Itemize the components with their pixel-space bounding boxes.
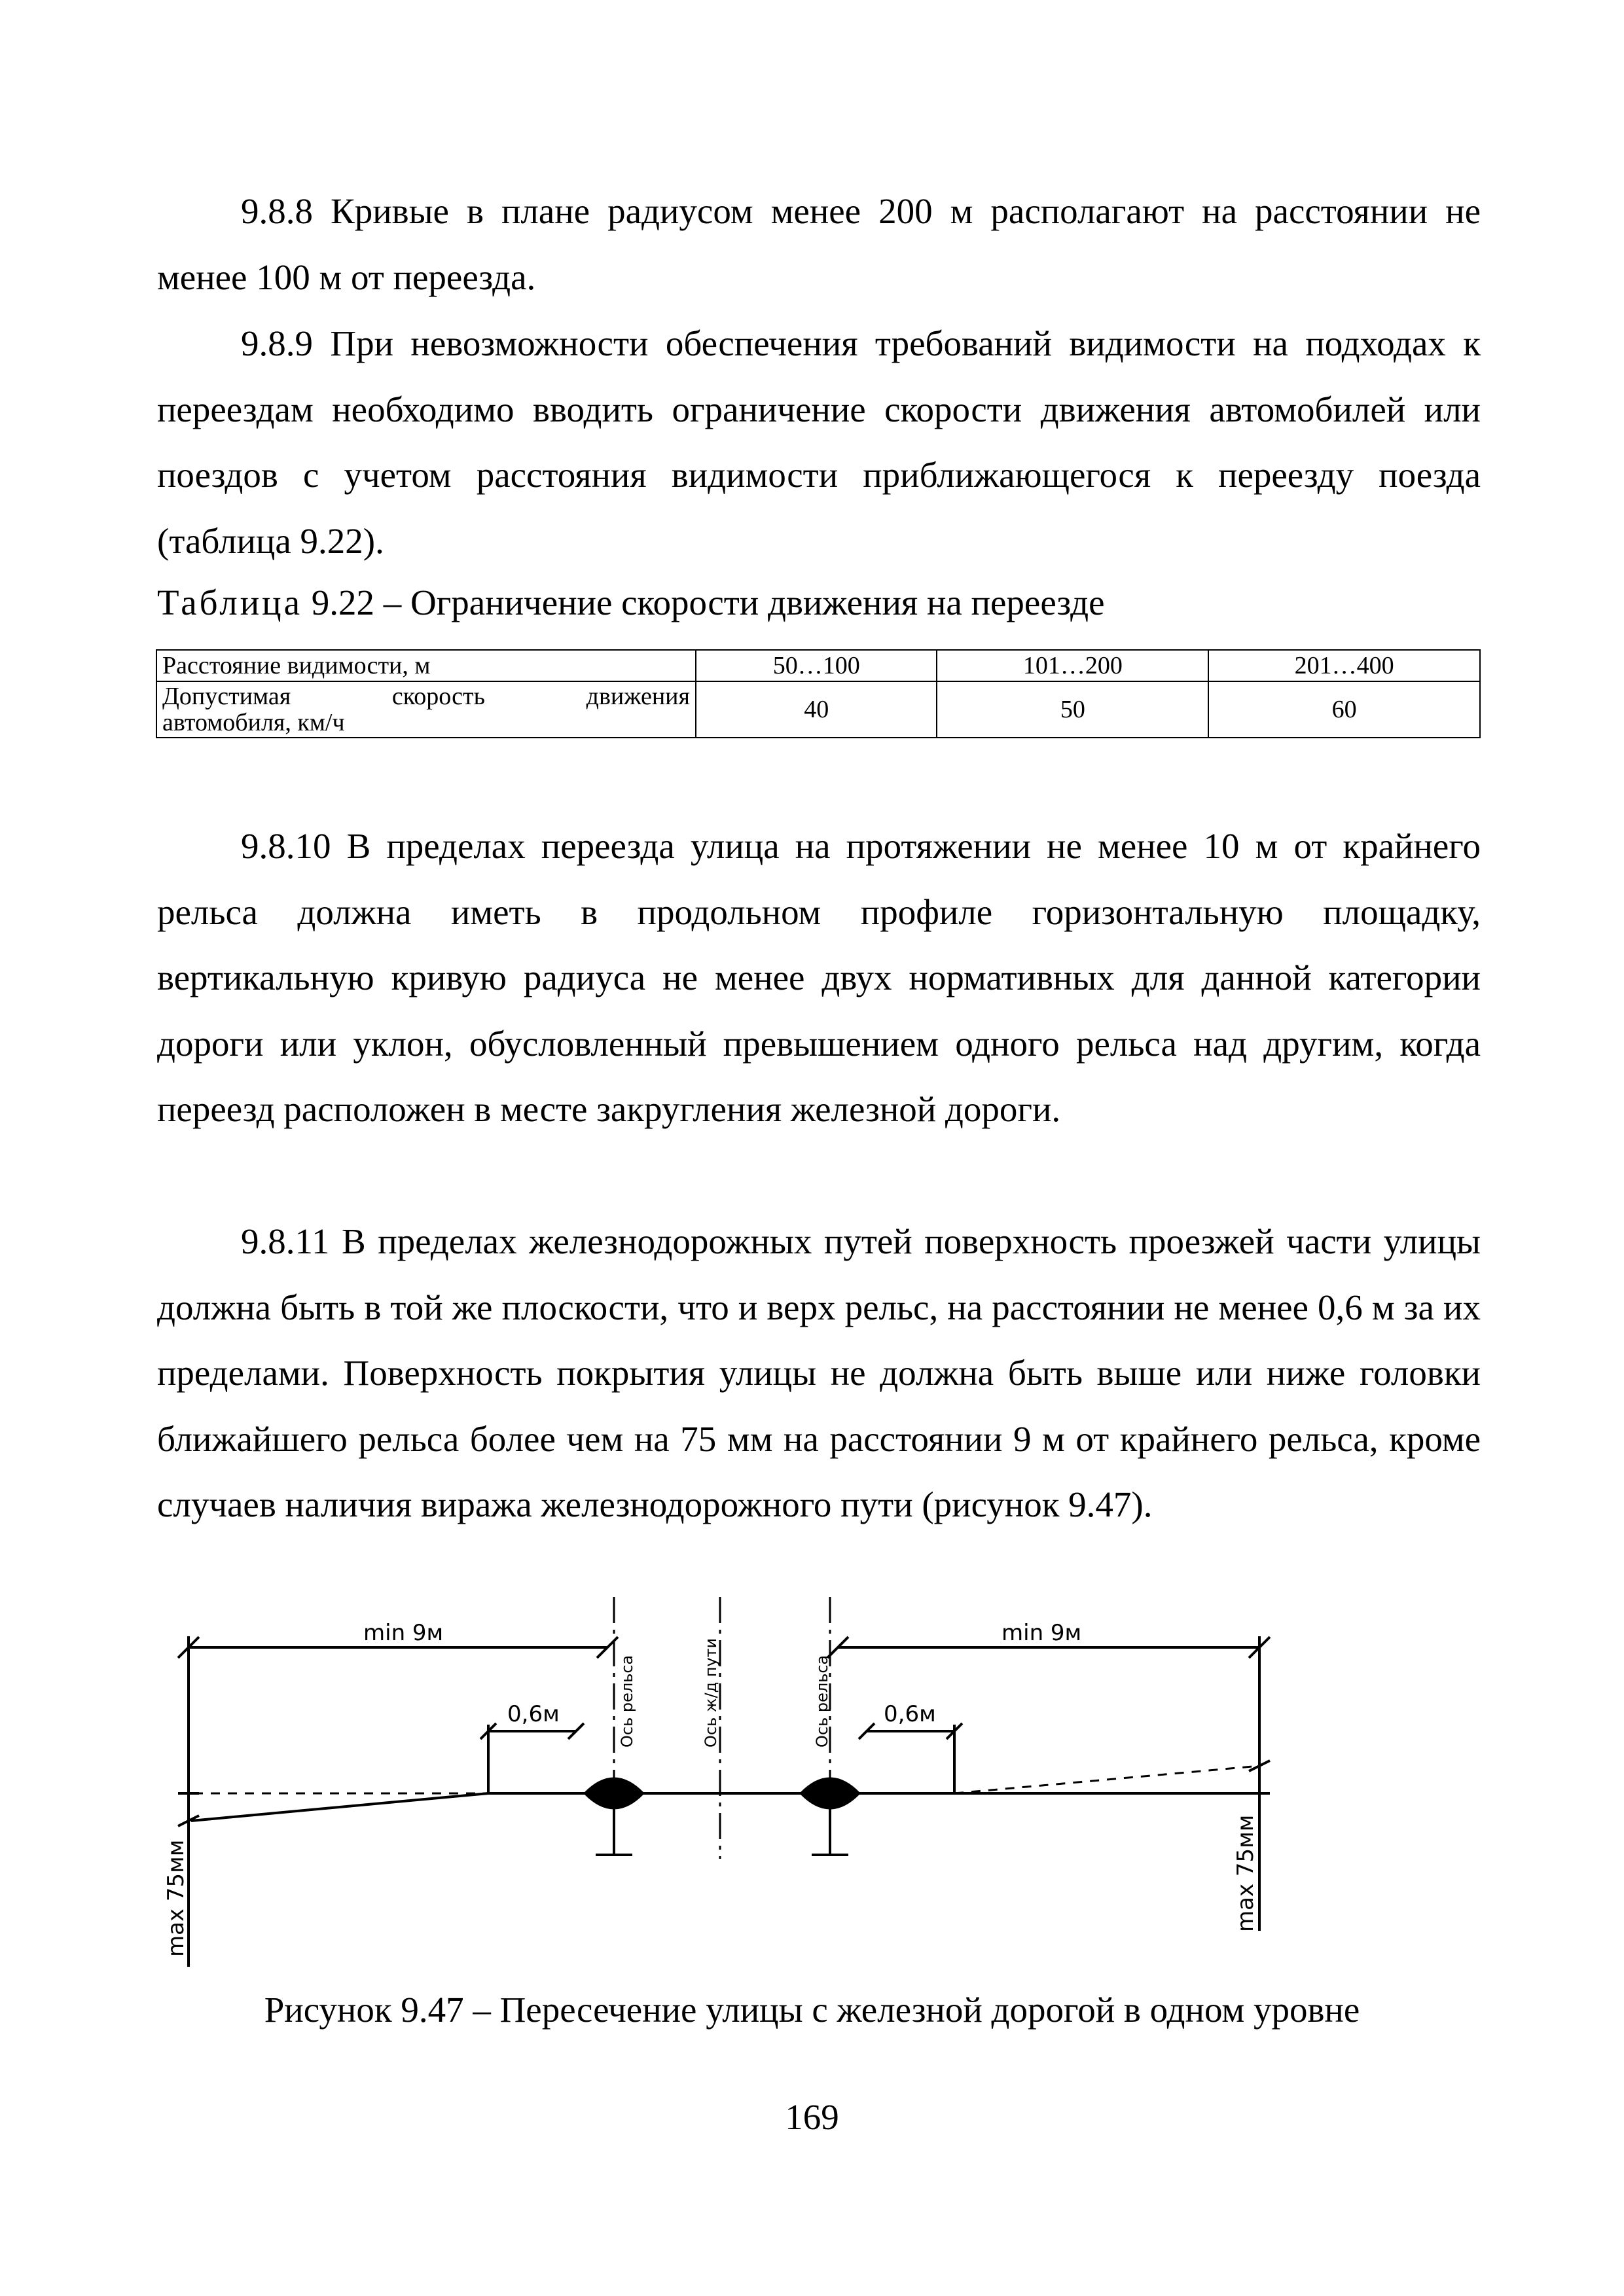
right-min-label: min 9м xyxy=(1001,1620,1082,1646)
table-cell-speed-label xyxy=(156,681,696,738)
table-cell: 201…400 xyxy=(1208,650,1480,681)
page-number: 169 xyxy=(785,2097,839,2137)
left-min-label: min 9м xyxy=(363,1620,444,1646)
speed-limit-table xyxy=(156,649,1481,738)
table-cell: 101…200 xyxy=(937,650,1208,681)
right-rail-head xyxy=(801,1779,859,1808)
paragraph-9-8-11: 9.8.11 В пределах железнодорожных путей поверхность проезжей части улицы должна быть в той же плоскости, что и верх рельс, на расстоянии не менее 0,6 м за их пределами. Поверхность покрытия улицы не должна быть выше или ниже головки ближайшего рельса более чем на 75 мм на расстоянии 9 м от крайнего рельса, кроме случаев наличия виража железнодорожного пути (рисунок 9.47). xyxy=(157,1221,1481,1524)
left-rail-axis-label: Ось рельса xyxy=(618,1655,636,1748)
table-cell: 50 xyxy=(937,681,1208,738)
table-caption xyxy=(157,580,1105,626)
paragraph-9-8-10: 9.8.10 В пределах переезда улица на протяжении не менее 10 м от крайнего рельса должна иметь в продольном профиле горизонтальную площадку, вертикальную кривую радиуса не менее двух нормативных для данной категории дороги или уклон, обусловленный превышением одного рельса над другим, когда переезд расположен в месте закругления железной дороги. xyxy=(157,826,1481,1129)
left-offset-label: 0,6м xyxy=(507,1701,560,1727)
table-row xyxy=(156,681,1480,738)
crossing-profile-figure xyxy=(0,1597,1624,1977)
paragraph-9-8-8: 9.8.8 Кривые в плане радиусом менее 200 м располагают на расстоянии не менее 100 м от переезда. xyxy=(157,191,1481,297)
table-row xyxy=(156,650,1480,681)
right-max-label: max 75мм xyxy=(1233,1814,1259,1932)
speed-label-line1: Допустимая скорость движения xyxy=(162,683,690,710)
table-caption-label: Таблица xyxy=(157,583,302,622)
speed-label-line2: автомобиля, км/ч xyxy=(162,709,345,736)
paragraph-9-8-9: 9.8.9 При невозможности обеспечения требований видимости на подходах к переездам необходимо вводить ограничение скорости движения автомобилей или поездов с учетом расстояния видимости приближающегося к переезду поезда (таблица 9.22). xyxy=(157,323,1481,561)
left-max-label: max 75мм xyxy=(163,1839,189,1957)
track-axis-label: Ось ж/д пути xyxy=(702,1638,720,1748)
figure-caption: Рисунок 9.47 – Пересечение улицы с железной дорогой в одном уровне xyxy=(264,1990,1360,2030)
right-dashed-slope xyxy=(954,1766,1259,1793)
right-offset-label: 0,6м xyxy=(884,1701,936,1727)
table-caption-text: 9.22 – Ограничение скорости движения на переезде xyxy=(302,583,1105,622)
right-rail-axis-label: Ось рельса xyxy=(813,1655,831,1748)
table-cell: 50…100 xyxy=(696,650,937,681)
table-cell: 60 xyxy=(1208,681,1480,738)
left-slope-line xyxy=(191,1793,488,1821)
table-cell: 40 xyxy=(696,681,937,738)
table-cell-visibility-label: Расстояние видимости, м xyxy=(156,650,696,681)
left-rail-head xyxy=(585,1779,643,1808)
